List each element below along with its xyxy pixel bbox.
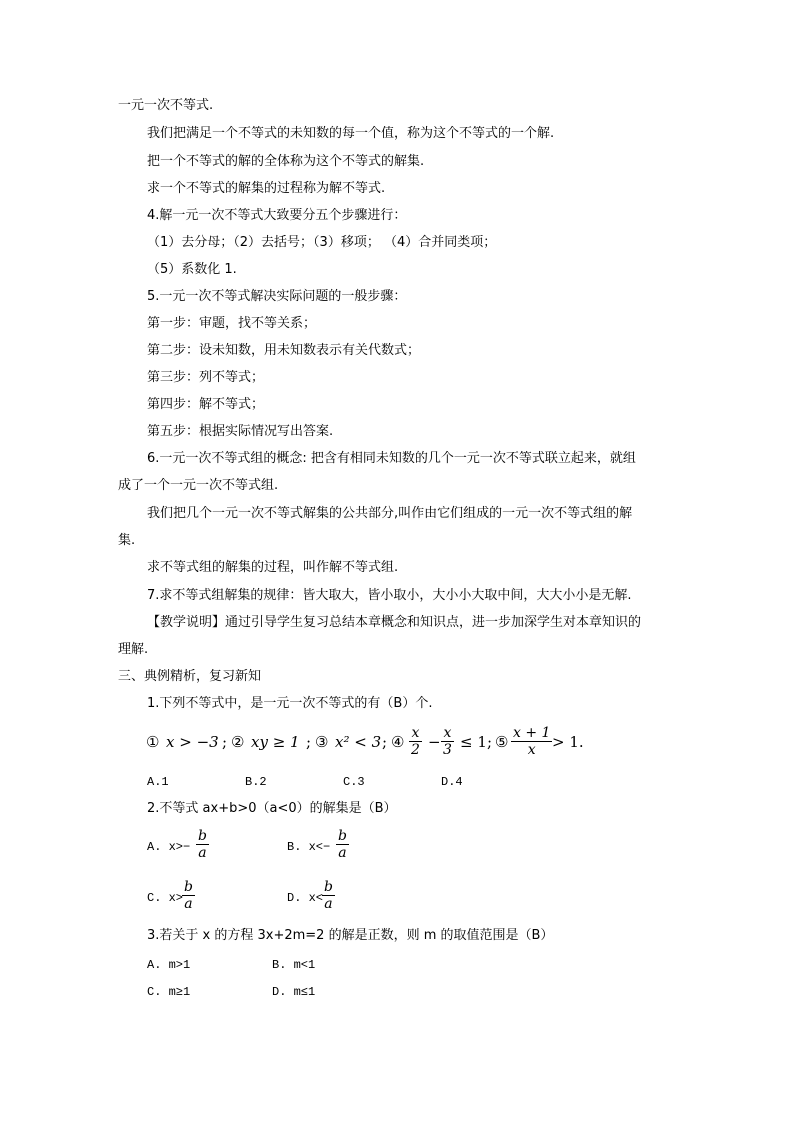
fraction: x 2	[411, 725, 420, 758]
option-b: B.2	[245, 775, 267, 789]
text-line: 求一个不等式的解集的过程称为解不等式.	[147, 181, 386, 196]
separator: ;	[222, 733, 228, 751]
circled-number: ⑤	[495, 733, 509, 751]
option-a: A. m>1	[147, 958, 191, 972]
option-a: A. x>−	[147, 840, 191, 854]
question-1: 1.下列不等式中，是一元一次不等式的有（B）个.	[147, 696, 433, 711]
inequality: > 1.	[552, 733, 584, 751]
text-line: 第二步：设未知数，用未知数表示有关代数式；	[147, 343, 421, 358]
text-line: 我们把满足一个不等式的未知数的每一个值，称为这个不等式的一个解.	[147, 126, 555, 141]
text-line: 4.解一元一次不等式大致要分五个步骤进行：	[147, 208, 407, 223]
fraction: b a	[198, 828, 207, 861]
text-line: （5）系数化 1.	[147, 262, 237, 277]
option-d: D.4	[441, 775, 463, 789]
separator: ;	[487, 733, 493, 751]
option-d: D. x<	[287, 891, 324, 905]
circled-number: ③	[315, 733, 329, 751]
fraction: x + 1 x	[513, 725, 551, 758]
text-line: 求不等式组的解集的过程，叫作解不等式组.	[147, 560, 399, 575]
separator: ;	[306, 733, 312, 751]
fraction: b a	[184, 879, 193, 912]
option-c: C. m≥1	[147, 985, 191, 999]
inequality: ≤ 1	[460, 733, 487, 751]
text-line: 一元一次不等式.	[118, 98, 214, 113]
text-line: 7.求不等式组解集的规律：皆大取大，皆小取小，大小小大取中间，大大小小是无解.	[147, 588, 632, 603]
circled-number: ①	[146, 733, 160, 751]
minus-sign: −	[428, 733, 441, 751]
text-line: 理解.	[118, 642, 149, 657]
option-c: C.3	[343, 775, 365, 789]
inequality: x > −3	[166, 733, 219, 751]
text-line: 第五步：根据实际情况写出答案.	[147, 424, 334, 439]
option-c: C. x>	[147, 891, 184, 905]
circled-number: ④	[391, 733, 405, 751]
option-b: B. x<−	[287, 840, 331, 854]
option-a: A.1	[147, 775, 169, 789]
text-line: 把一个不等式的解的全体称为这个不等式的解集.	[147, 154, 425, 169]
text-line: 第一步：审题，找不等关系；	[147, 316, 317, 331]
text-line: 5.一元一次不等式解决实际问题的一般步骤：	[147, 289, 407, 304]
text-line: 6.一元一次不等式组的概念: 把含有相同未知数的几个一元一次不等式联立起来，就组	[147, 451, 636, 466]
text-line: 成了一个一元一次不等式组.	[118, 478, 279, 493]
option-b: B. m<1	[272, 958, 316, 972]
fraction: x 3	[443, 725, 452, 758]
question-2: 2.不等式 ax+b>0（a<0）的解集是（B）	[147, 801, 397, 816]
text-line: 集.	[118, 533, 136, 548]
fraction: b a	[338, 828, 347, 861]
text-line: （1）去分母；（2）去括号；（3）移项； （4）合并同类项；	[147, 235, 497, 250]
question-3: 3.若关于 x 的方程 3x+2m=2 的解是正数，则 m 的取值范围是（B）	[147, 928, 554, 943]
inequality: x² < 3	[335, 733, 382, 751]
section-heading: 三、典例精析，复习新知	[118, 669, 262, 684]
separator: ;	[382, 733, 388, 751]
text-line: 【教学说明】通过引导学生复习总结本章概念和知识点，进一步加深学生对本章知识的	[147, 615, 642, 630]
fraction: b a	[324, 879, 333, 912]
text-line: 第三步：列不等式；	[147, 370, 265, 385]
text-line: 我们把几个一元一次不等式解集的公共部分,叫作由它们组成的一元一次不等式组的解	[147, 506, 633, 521]
text-line: 第四步：解不等式；	[147, 397, 265, 412]
option-d: D. m≤1	[272, 985, 316, 999]
circled-number: ②	[231, 733, 245, 751]
inequality: xy ≥ 1	[251, 733, 300, 751]
